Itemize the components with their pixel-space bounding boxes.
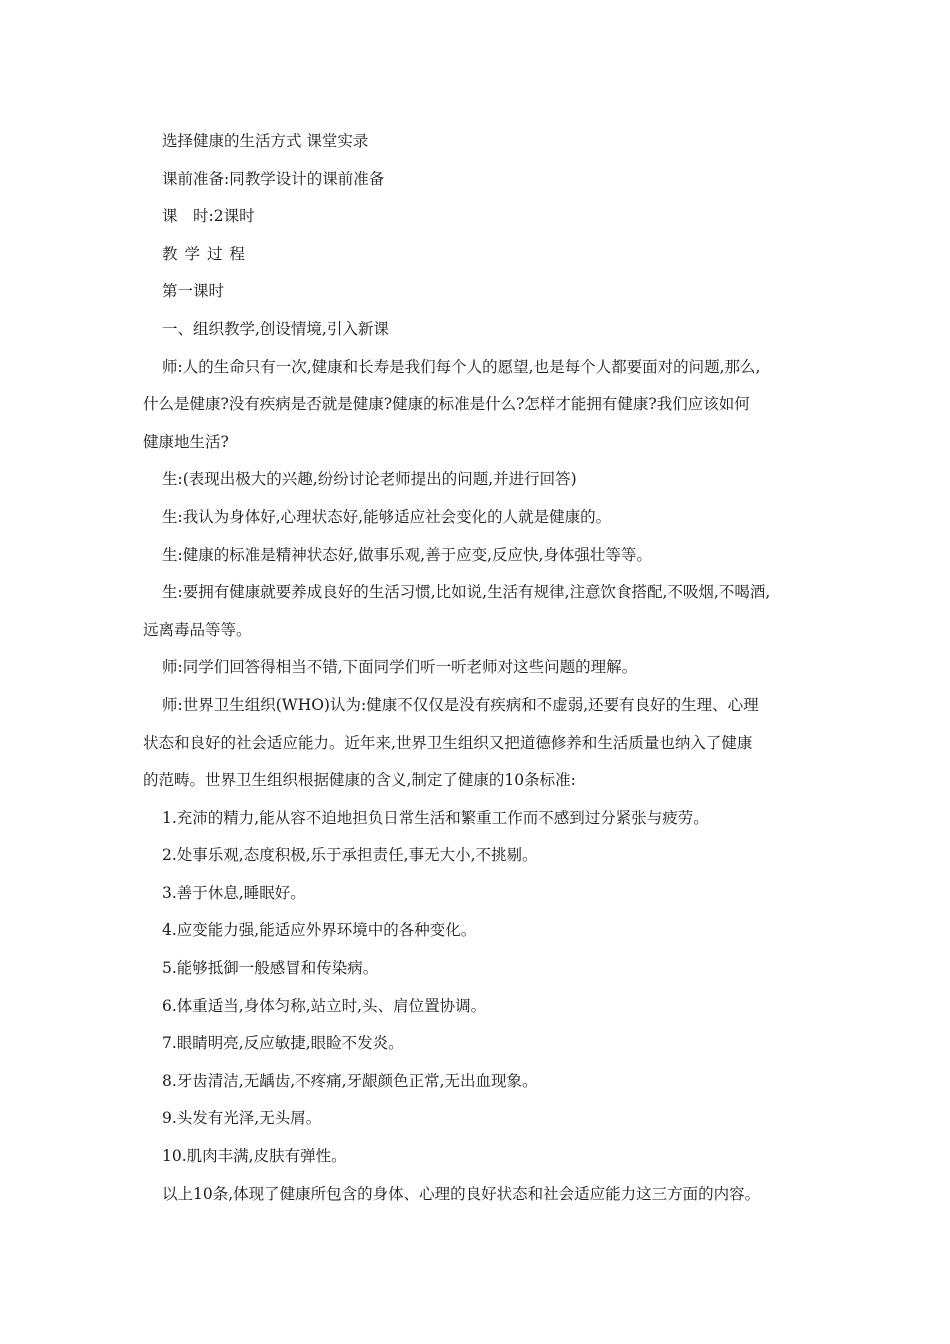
document-body [143,123,815,1213]
document-title: 选择健康的生活方式 课堂实录 [162,132,369,150]
standard-item: 10.肌肉丰满,皮肤有弹性。 [162,1147,347,1166]
standard-item: 5.能够抵御一般感冒和传染病。 [162,959,379,978]
standard-item: 1.充沛的精力,能从容不迫地担负日常生活和繁重工作而不感到过分紧张与疲劳。 [162,808,709,827]
teacher-paragraph-3-line-1: 师:世界卫生组织(WHO)认为:健康不仅仅是没有疾病和不虚弱,还要有良好的生理、心理 [162,695,759,714]
prep-line: 课前准备:同教学设计的课前准备 [162,169,385,188]
standard-item: 2.处事乐观,态度积极,乐于承担责任,事无大小,不挑剔。 [162,846,538,865]
standard-item: 7.眼睛明亮,反应敏捷,眼睑不发炎。 [162,1034,404,1053]
student-paragraph-1: 生:(表现出极大的兴趣,纷纷讨论老师提出的问题,并进行回答) [162,470,577,489]
teacher-paragraph-3-line-2: 状态和良好的社会适应能力。近年来,世界卫生组织又把道德修养和生活质量也纳入了健康 [143,733,753,752]
standard-item: 9.头发有光泽,无头屑。 [162,1109,322,1128]
standard-item: 8.牙齿清洁,无龋齿,不疼痛,牙龈颜色正常,无出血现象。 [162,1071,538,1090]
student-paragraph-3: 生:健康的标准是精神状态好,做事乐观,善于应变,反应快,身体强壮等等。 [162,545,652,564]
student-paragraph-2: 生:我认为身体好,心理状态好,能够适应社会变化的人就是健康的。 [162,507,612,526]
standard-item: 4.应变能力强,能适应外界环境中的各种变化。 [162,921,477,940]
teacher-paragraph-1-line-1: 师:人的生命只有一次,健康和长寿是我们每个人的愿望,也是每个人都要面对的问题,那么, [162,357,761,376]
lesson-heading: 第一课时 [162,282,225,301]
teacher-paragraph-2: 师:同学们回答得相当不错,下面同学们听一听老师对这些问题的理解。 [162,658,638,677]
hours-line: 课 时:2课时 [162,207,255,226]
student-paragraph-4-line-2: 远离毒品等等。 [143,620,252,639]
teacher-paragraph-3-line-3: 的范畴。世界卫生组织根据健康的含义,制定了健康的10条标准: [143,771,576,790]
standard-item: 6.体重适当,身体匀称,站立时,头、肩位置协调。 [162,996,487,1015]
student-paragraph-4-line-1: 生:要拥有健康就要养成良好的生活习惯,比如说,生活有规律,注意饮食搭配,不吸烟,不喝酒, [162,583,771,602]
teacher-paragraph-1-line-3: 健康地生活? [143,432,229,451]
teacher-paragraph-1-line-2: 什么是健康?没有疾病是否就是健康?健康的标准是什么?怎样才能拥有健康?我们应该如何 [143,395,750,414]
summary-paragraph: 以上10条,体现了健康所包含的身体、心理的良好状态和社会适应能力这三方面的内容。 [162,1184,761,1203]
section-heading: 一、组织教学,创设情境,引入新课 [162,319,389,338]
process-heading: 教学过程 [162,244,252,263]
standard-item: 3.善于休息,睡眠好。 [162,883,306,902]
